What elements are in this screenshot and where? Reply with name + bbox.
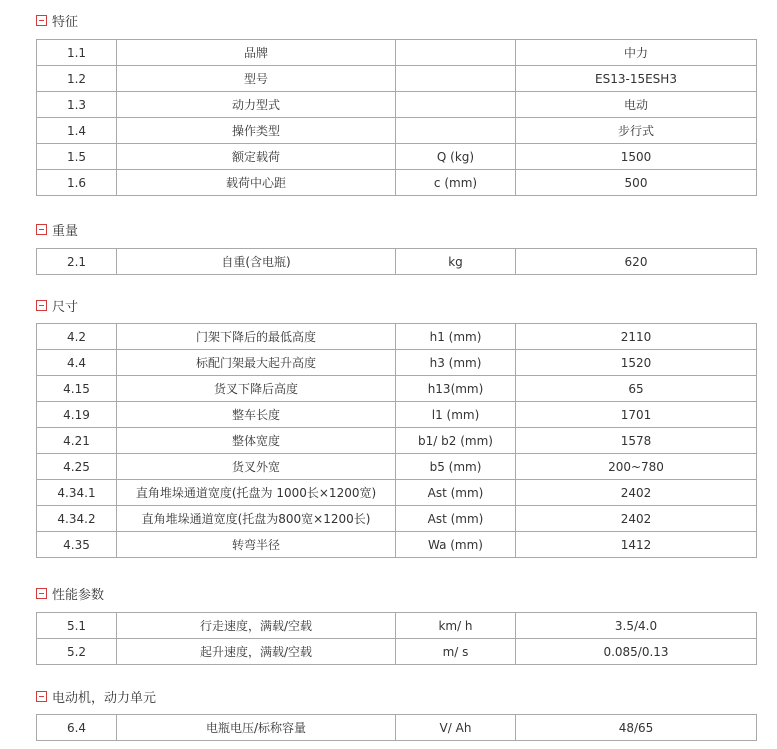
spec-code: 1.5 bbox=[37, 144, 117, 170]
spec-value: ES13-15ESH3 bbox=[516, 66, 757, 92]
spec-code: 4.4 bbox=[37, 350, 117, 376]
spec-value: 0.085/0.13 bbox=[516, 639, 757, 665]
spec-unit: km/ h bbox=[396, 613, 516, 639]
spec-unit: h1 (mm) bbox=[396, 324, 516, 350]
spec-value: 48/65 bbox=[516, 715, 757, 741]
table-row bbox=[37, 249, 757, 275]
table-row bbox=[37, 506, 757, 532]
spec-unit bbox=[396, 40, 516, 66]
spec-code: 4.34.1 bbox=[37, 480, 117, 506]
spec-code: 1.2 bbox=[37, 66, 117, 92]
spec-value: 1412 bbox=[516, 532, 757, 558]
section-header-performance[interactable] bbox=[36, 585, 104, 601]
spec-unit bbox=[396, 66, 516, 92]
spec-name: 动力型式 bbox=[117, 92, 396, 118]
spec-table-performance bbox=[36, 612, 757, 665]
table-row bbox=[37, 66, 757, 92]
spec-value: 200~780 bbox=[516, 454, 757, 480]
spec-unit: c (mm) bbox=[396, 170, 516, 196]
section-header-motor[interactable] bbox=[36, 688, 156, 704]
collapse-minus-icon[interactable] bbox=[36, 224, 47, 235]
spec-name: 电瓶电压/标称容量 bbox=[117, 715, 396, 741]
spec-code: 1.3 bbox=[37, 92, 117, 118]
spec-name: 直角堆垛通道宽度(托盘为 1000长×1200宽) bbox=[117, 480, 396, 506]
spec-name: 自重(含电瓶) bbox=[117, 249, 396, 275]
spec-name: 直角堆垛通道宽度(托盘为800宽×1200长) bbox=[117, 506, 396, 532]
spec-value: 步行式 bbox=[516, 118, 757, 144]
table-row bbox=[37, 92, 757, 118]
table-row bbox=[37, 613, 757, 639]
table-row bbox=[37, 532, 757, 558]
section-title: 性能参数 bbox=[52, 587, 105, 603]
spec-name: 型号 bbox=[117, 66, 396, 92]
spec-value: 1701 bbox=[516, 402, 757, 428]
spec-value: 1500 bbox=[516, 144, 757, 170]
spec-code: 4.34.2 bbox=[37, 506, 117, 532]
spec-unit: Wa (mm) bbox=[396, 532, 516, 558]
spec-unit: Ast (mm) bbox=[396, 480, 516, 506]
spec-name: 转弯半径 bbox=[117, 532, 396, 558]
spec-unit bbox=[396, 118, 516, 144]
spec-name: 整车长度 bbox=[117, 402, 396, 428]
spec-name: 货叉外宽 bbox=[117, 454, 396, 480]
spec-unit bbox=[396, 92, 516, 118]
spec-unit: b1/ b2 (mm) bbox=[396, 428, 516, 454]
spec-value: 2402 bbox=[516, 506, 757, 532]
spec-value: 中力 bbox=[516, 40, 757, 66]
spec-value: 2110 bbox=[516, 324, 757, 350]
spec-code: 4.15 bbox=[37, 376, 117, 402]
spec-name: 载荷中心距 bbox=[117, 170, 396, 196]
spec-name: 起升速度，满载/空载 bbox=[117, 639, 396, 665]
spec-name: 操作类型 bbox=[117, 118, 396, 144]
spec-value: 1578 bbox=[516, 428, 757, 454]
table-row bbox=[37, 715, 757, 741]
spec-code: 1.6 bbox=[37, 170, 117, 196]
table-row bbox=[37, 402, 757, 428]
spec-unit: m/ s bbox=[396, 639, 516, 665]
spec-table-features bbox=[36, 39, 757, 196]
spec-name: 门架下降后的最低高度 bbox=[117, 324, 396, 350]
spec-unit: l1 (mm) bbox=[396, 402, 516, 428]
section-title: 电动机，动力单元 bbox=[52, 690, 157, 706]
spec-name: 额定载荷 bbox=[117, 144, 396, 170]
spec-name: 行走速度，满载/空载 bbox=[117, 613, 396, 639]
spec-unit: kg bbox=[396, 249, 516, 275]
spec-value: 3.5/4.0 bbox=[516, 613, 757, 639]
table-row bbox=[37, 350, 757, 376]
spec-code: 1.4 bbox=[37, 118, 117, 144]
spec-code: 4.35 bbox=[37, 532, 117, 558]
spec-code: 2.1 bbox=[37, 249, 117, 275]
spec-value: 500 bbox=[516, 170, 757, 196]
spec-value: 620 bbox=[516, 249, 757, 275]
section-title: 尺寸 bbox=[52, 299, 79, 315]
spec-table-weight bbox=[36, 248, 757, 275]
table-row bbox=[37, 454, 757, 480]
spec-name: 品牌 bbox=[117, 40, 396, 66]
spec-value: 65 bbox=[516, 376, 757, 402]
collapse-minus-icon[interactable] bbox=[36, 300, 47, 311]
table-row bbox=[37, 480, 757, 506]
spec-unit: h13(mm) bbox=[396, 376, 516, 402]
spec-value: 1520 bbox=[516, 350, 757, 376]
spec-unit: h3 (mm) bbox=[396, 350, 516, 376]
table-row bbox=[37, 428, 757, 454]
spec-unit: V/ Ah bbox=[396, 715, 516, 741]
table-row bbox=[37, 376, 757, 402]
spec-code: 1.1 bbox=[37, 40, 117, 66]
spec-value: 2402 bbox=[516, 480, 757, 506]
spec-code: 5.2 bbox=[37, 639, 117, 665]
spec-name: 货叉下降后高度 bbox=[117, 376, 396, 402]
table-row bbox=[37, 40, 757, 66]
table-row bbox=[37, 144, 757, 170]
spec-name: 标配门架最大起升高度 bbox=[117, 350, 396, 376]
spec-table-motor bbox=[36, 714, 757, 741]
collapse-minus-icon[interactable] bbox=[36, 15, 47, 26]
table-row bbox=[37, 324, 757, 350]
collapse-minus-icon[interactable] bbox=[36, 691, 47, 702]
spec-unit: Ast (mm) bbox=[396, 506, 516, 532]
section-header-dimensions[interactable] bbox=[36, 297, 78, 313]
table-row bbox=[37, 118, 757, 144]
spec-code: 4.25 bbox=[37, 454, 117, 480]
section-title: 特征 bbox=[52, 14, 79, 30]
spec-table-dimensions bbox=[36, 323, 757, 558]
section-title: 重量 bbox=[52, 223, 79, 239]
spec-code: 4.2 bbox=[37, 324, 117, 350]
collapse-minus-icon[interactable] bbox=[36, 588, 47, 599]
table-row bbox=[37, 170, 757, 196]
table-row bbox=[37, 639, 757, 665]
spec-code: 5.1 bbox=[37, 613, 117, 639]
section-header-weight[interactable] bbox=[36, 221, 78, 237]
spec-value: 电动 bbox=[516, 92, 757, 118]
spec-code: 6.4 bbox=[37, 715, 117, 741]
section-header-features[interactable] bbox=[36, 12, 78, 28]
spec-unit: Q (kg) bbox=[396, 144, 516, 170]
spec-code: 4.19 bbox=[37, 402, 117, 428]
spec-unit: b5 (mm) bbox=[396, 454, 516, 480]
spec-name: 整体宽度 bbox=[117, 428, 396, 454]
spec-code: 4.21 bbox=[37, 428, 117, 454]
